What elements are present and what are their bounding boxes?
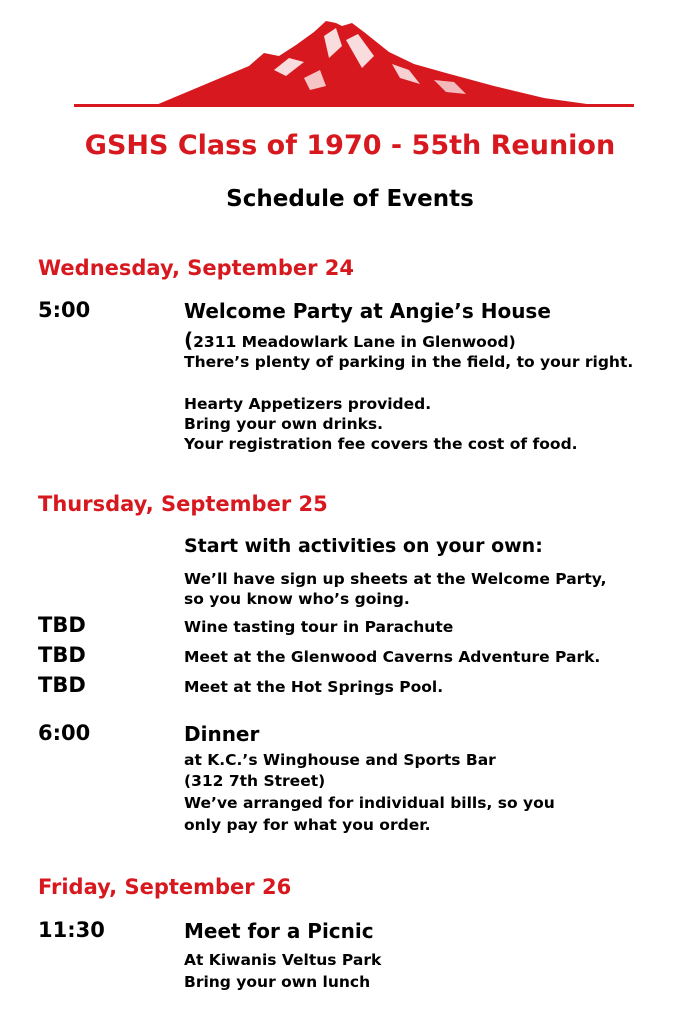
address-paren: ( bbox=[184, 328, 194, 352]
activity-time: TBD bbox=[38, 673, 86, 697]
day-heading-wednesday: Wednesday, September 24 bbox=[38, 256, 355, 280]
dinner-billing-note: We’ve arranged for individual bills, so you bbox=[184, 794, 555, 812]
schedule-subtitle: Schedule of Events bbox=[226, 186, 474, 212]
day-heading-thursday: Thursday, September 25 bbox=[38, 492, 328, 516]
event-title: Dinner bbox=[184, 722, 260, 746]
event-address bbox=[184, 330, 516, 352]
event-time: 6:00 bbox=[38, 721, 91, 745]
dinner-address: (312 7th Street) bbox=[184, 772, 326, 790]
activities-note: We’ll have sign up sheets at the Welcome Party, bbox=[184, 570, 607, 588]
event-fee-note: Your registration fee covers the cost of food. bbox=[184, 435, 578, 453]
address-text: 2311 Meadowlark Lane in Glenwood) bbox=[193, 333, 516, 351]
activity-description: Meet at the Hot Springs Pool. bbox=[184, 678, 444, 696]
activity-description: Meet at the Glenwood Caverns Adventure Park. bbox=[184, 648, 601, 666]
activities-title: Start with activities on your own: bbox=[184, 535, 543, 557]
picnic-lunch-note: Bring your own lunch bbox=[184, 973, 371, 991]
event-drinks-note: Bring your own drinks. bbox=[184, 415, 384, 433]
activity-time: TBD bbox=[38, 643, 86, 667]
event-time: 11:30 bbox=[38, 918, 105, 942]
reunion-title: GSHS Class of 1970 - 55th Reunion bbox=[84, 130, 616, 161]
red-mountain-icon bbox=[74, 18, 634, 110]
day-heading-friday: Friday, September 26 bbox=[38, 875, 292, 899]
event-title: Meet for a Picnic bbox=[184, 919, 374, 943]
activity-description: Wine tasting tour in Parachute bbox=[184, 618, 454, 636]
dinner-billing-note: only pay for what you order. bbox=[184, 816, 431, 834]
event-title: Welcome Party at Angie’s House bbox=[184, 299, 551, 323]
event-food-note: Hearty Appetizers provided. bbox=[184, 395, 432, 413]
event-time: 5:00 bbox=[38, 298, 91, 322]
dinner-venue: at K.C.’s Winghouse and Sports Bar bbox=[184, 751, 496, 769]
event-parking-note: There’s plenty of parking in the field, to your right. bbox=[184, 353, 634, 371]
activities-note: so you know who’s going. bbox=[184, 590, 410, 608]
picnic-location: At Kiwanis Veltus Park bbox=[184, 951, 382, 969]
activity-time: TBD bbox=[38, 613, 86, 637]
